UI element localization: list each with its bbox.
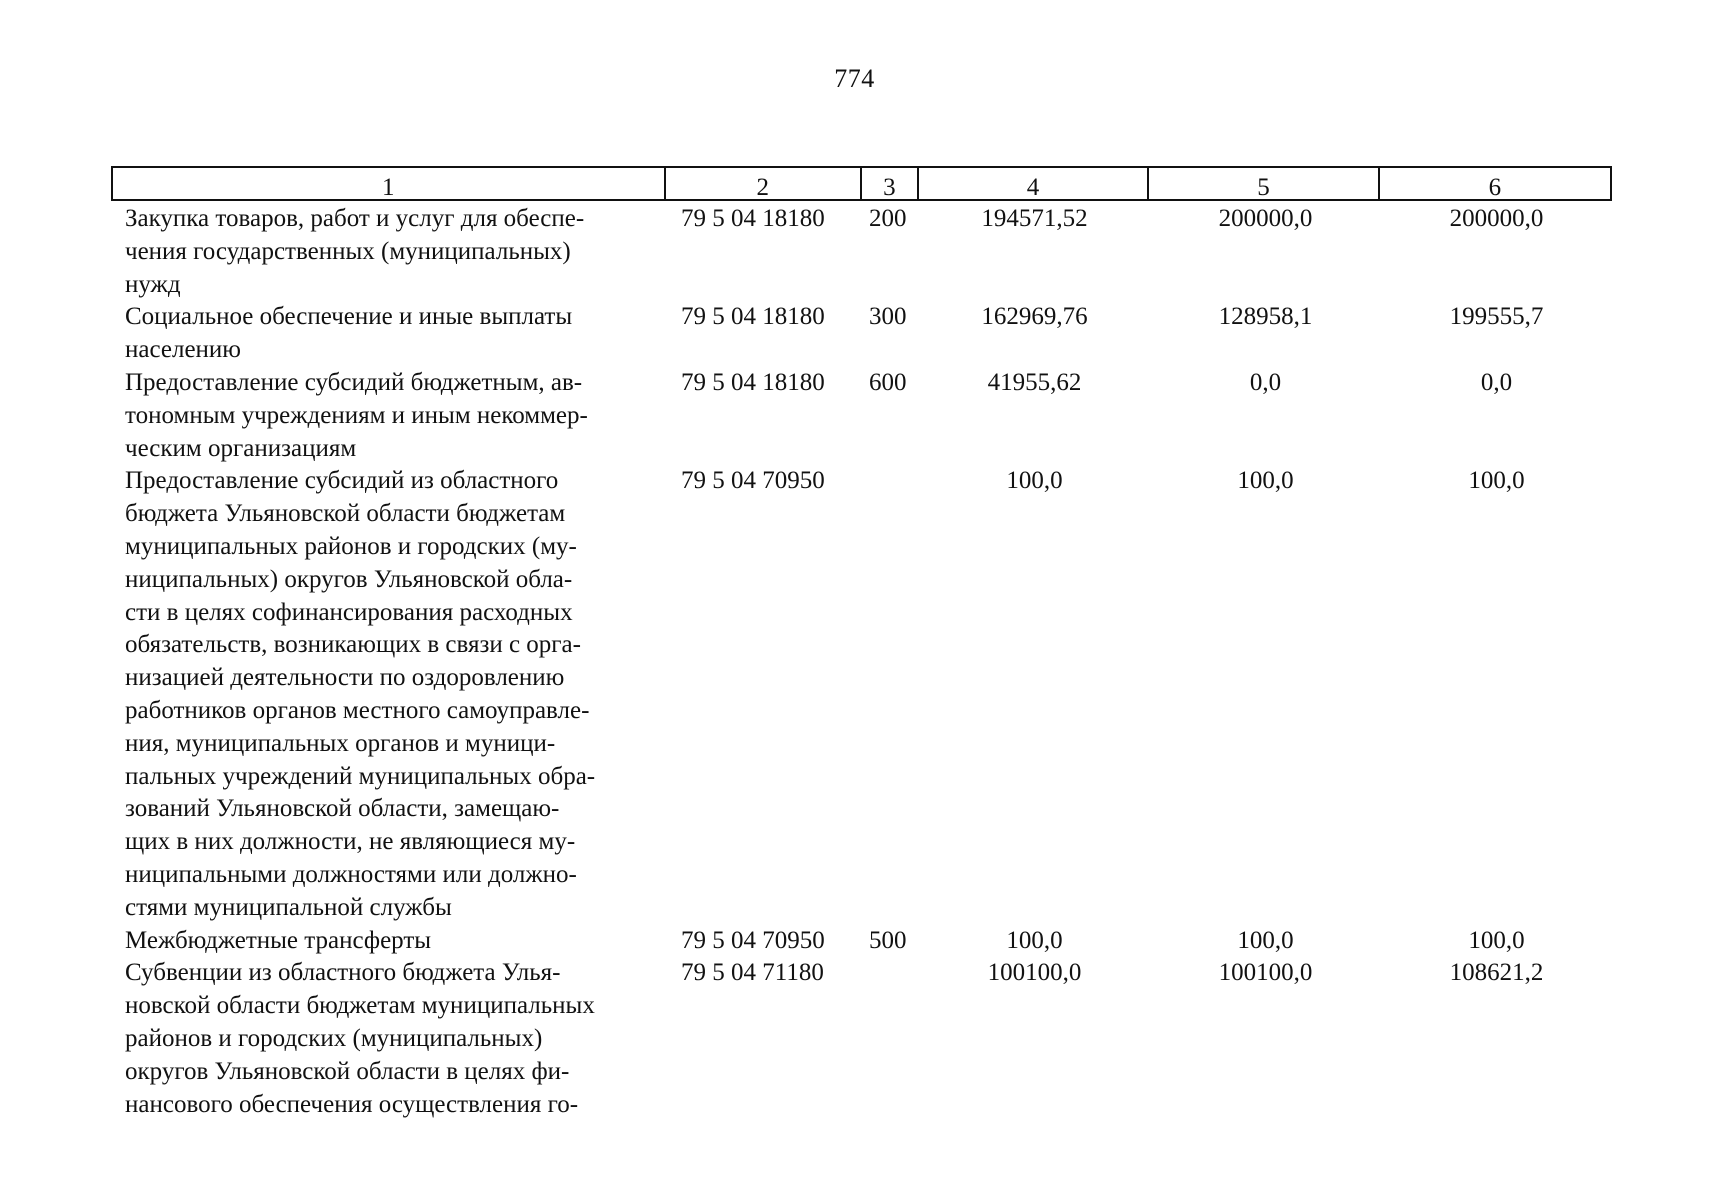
row-code: 79 5 04 18180: [681, 205, 825, 232]
row-code: 79 5 04 70950: [681, 467, 825, 495]
row-name-line: муниципальных районов и городских (му-: [125, 532, 577, 560]
row-code: 79 5 04 18180: [681, 303, 825, 331]
row-name-line: Межбюджетные трансферты: [125, 926, 432, 954]
table-row: [111, 367, 1612, 465]
page-number: 774: [834, 64, 875, 93]
table-row: [111, 301, 1612, 367]
row-value-6: 200000,0: [1449, 205, 1544, 232]
row-code: 79 5 04 70950: [681, 926, 825, 954]
row-name: [111, 301, 665, 367]
row-value-4: 100,0: [1006, 467, 1063, 495]
row-value-5: 200000,0: [1218, 205, 1313, 232]
row-name-line: бюджета Ульяновской области бюджетам: [125, 500, 566, 528]
row-value-4: 100,0: [1006, 926, 1063, 954]
row-name-line: ниципальными должностями или должно-: [125, 860, 577, 888]
table-row: [111, 957, 1612, 1121]
row-name: [111, 367, 665, 465]
row-name-line: новской области бюджетам муниципальных: [125, 992, 595, 1020]
row-name-line: Социальное обеспечение и иные выплаты: [125, 303, 573, 331]
row-type: 600: [869, 368, 907, 396]
row-value-5: 100,0: [1237, 926, 1294, 954]
row-name-line: работников органов местного самоуправле-: [125, 696, 590, 724]
row-value-4: 100100,0: [987, 959, 1082, 987]
row-name: [111, 957, 665, 1121]
row-value-5: 100,0: [1237, 467, 1294, 495]
row-name-line: стями муниципальной службы: [125, 893, 452, 921]
row-name-line: сти в целях софинансирования расходных: [125, 598, 573, 626]
row-name-line: Субвенции из областного бюджета Улья-: [125, 959, 561, 987]
row-name-line: ния, муниципальных органов и муници-: [125, 729, 556, 757]
row-name: [111, 465, 665, 924]
row-name-line: щих в них должности, не являющиеся му-: [125, 828, 576, 856]
table-body: [111, 203, 1612, 1121]
row-name: [111, 203, 665, 301]
table-row: [111, 203, 1612, 301]
row-value-4: 162969,76: [981, 303, 1088, 331]
row-type: 200: [869, 205, 907, 232]
row-name-line: низацией деятельности по оздоровлению: [125, 664, 565, 692]
row-code: 79 5 04 71180: [681, 959, 824, 987]
row-name-line: Предоставление субсидий бюджетным, ав-: [125, 368, 583, 396]
row-name-line: Предоставление субсидий из областного: [125, 467, 559, 495]
row-name-line: Закупка товаров, работ и услуг для обеспе-: [125, 205, 585, 232]
row-name-line: районов и городских (муниципальных): [125, 1024, 543, 1052]
row-name-line: ниципальных) округов Ульяновской обла-: [125, 565, 573, 593]
row-name-line: ческим организациям: [125, 434, 357, 462]
row-name-line: нансового обеспечения осуществления го-: [125, 1090, 579, 1118]
column-header-5: 5: [1149, 168, 1379, 199]
row-value-6: 100,0: [1468, 467, 1525, 495]
column-header-4: 4: [919, 168, 1149, 199]
row-name-line: чения государственных (муниципальных): [125, 237, 571, 265]
column-header-6: 6: [1488, 174, 1502, 201]
row-type: 300: [869, 303, 907, 331]
row-value-6: 100,0: [1468, 926, 1525, 954]
row-name-line: обязательств, возникающих в связи с орга-: [125, 631, 581, 659]
row-value-4: 194571,52: [981, 205, 1088, 232]
row-code: 79 5 04 18180: [681, 368, 825, 396]
row-name-line: зований Ульяновской области, замещаю-: [125, 795, 560, 823]
row-value-5: 0,0: [1249, 368, 1282, 396]
row-name-line: округов Ульяновской области в целях фи-: [125, 1057, 570, 1085]
row-name: [111, 925, 665, 958]
row-value-5: 100100,0: [1218, 959, 1313, 987]
row-name-line: тономным учреждениям и иным некоммер-: [125, 401, 588, 429]
row-value-6: 199555,7: [1449, 303, 1544, 331]
row-value-5: 128958,1: [1218, 303, 1313, 331]
table-row: [111, 925, 1612, 958]
row-value-6: 0,0: [1480, 368, 1513, 396]
column-header-1: 1: [113, 168, 666, 199]
column-header-3: 3: [862, 168, 919, 199]
table-header: [111, 166, 1612, 201]
row-name-line: нужд: [125, 270, 181, 298]
row-type: 500: [869, 926, 907, 954]
row-value-4: 41955,62: [987, 368, 1082, 396]
column-header-2: 2: [666, 168, 862, 199]
row-name-line: пальных учреждений муниципальных обра-: [125, 762, 596, 790]
table-row: [111, 465, 1612, 924]
row-value-6: 108621,2: [1449, 959, 1544, 987]
row-name-line: населению: [125, 336, 241, 364]
